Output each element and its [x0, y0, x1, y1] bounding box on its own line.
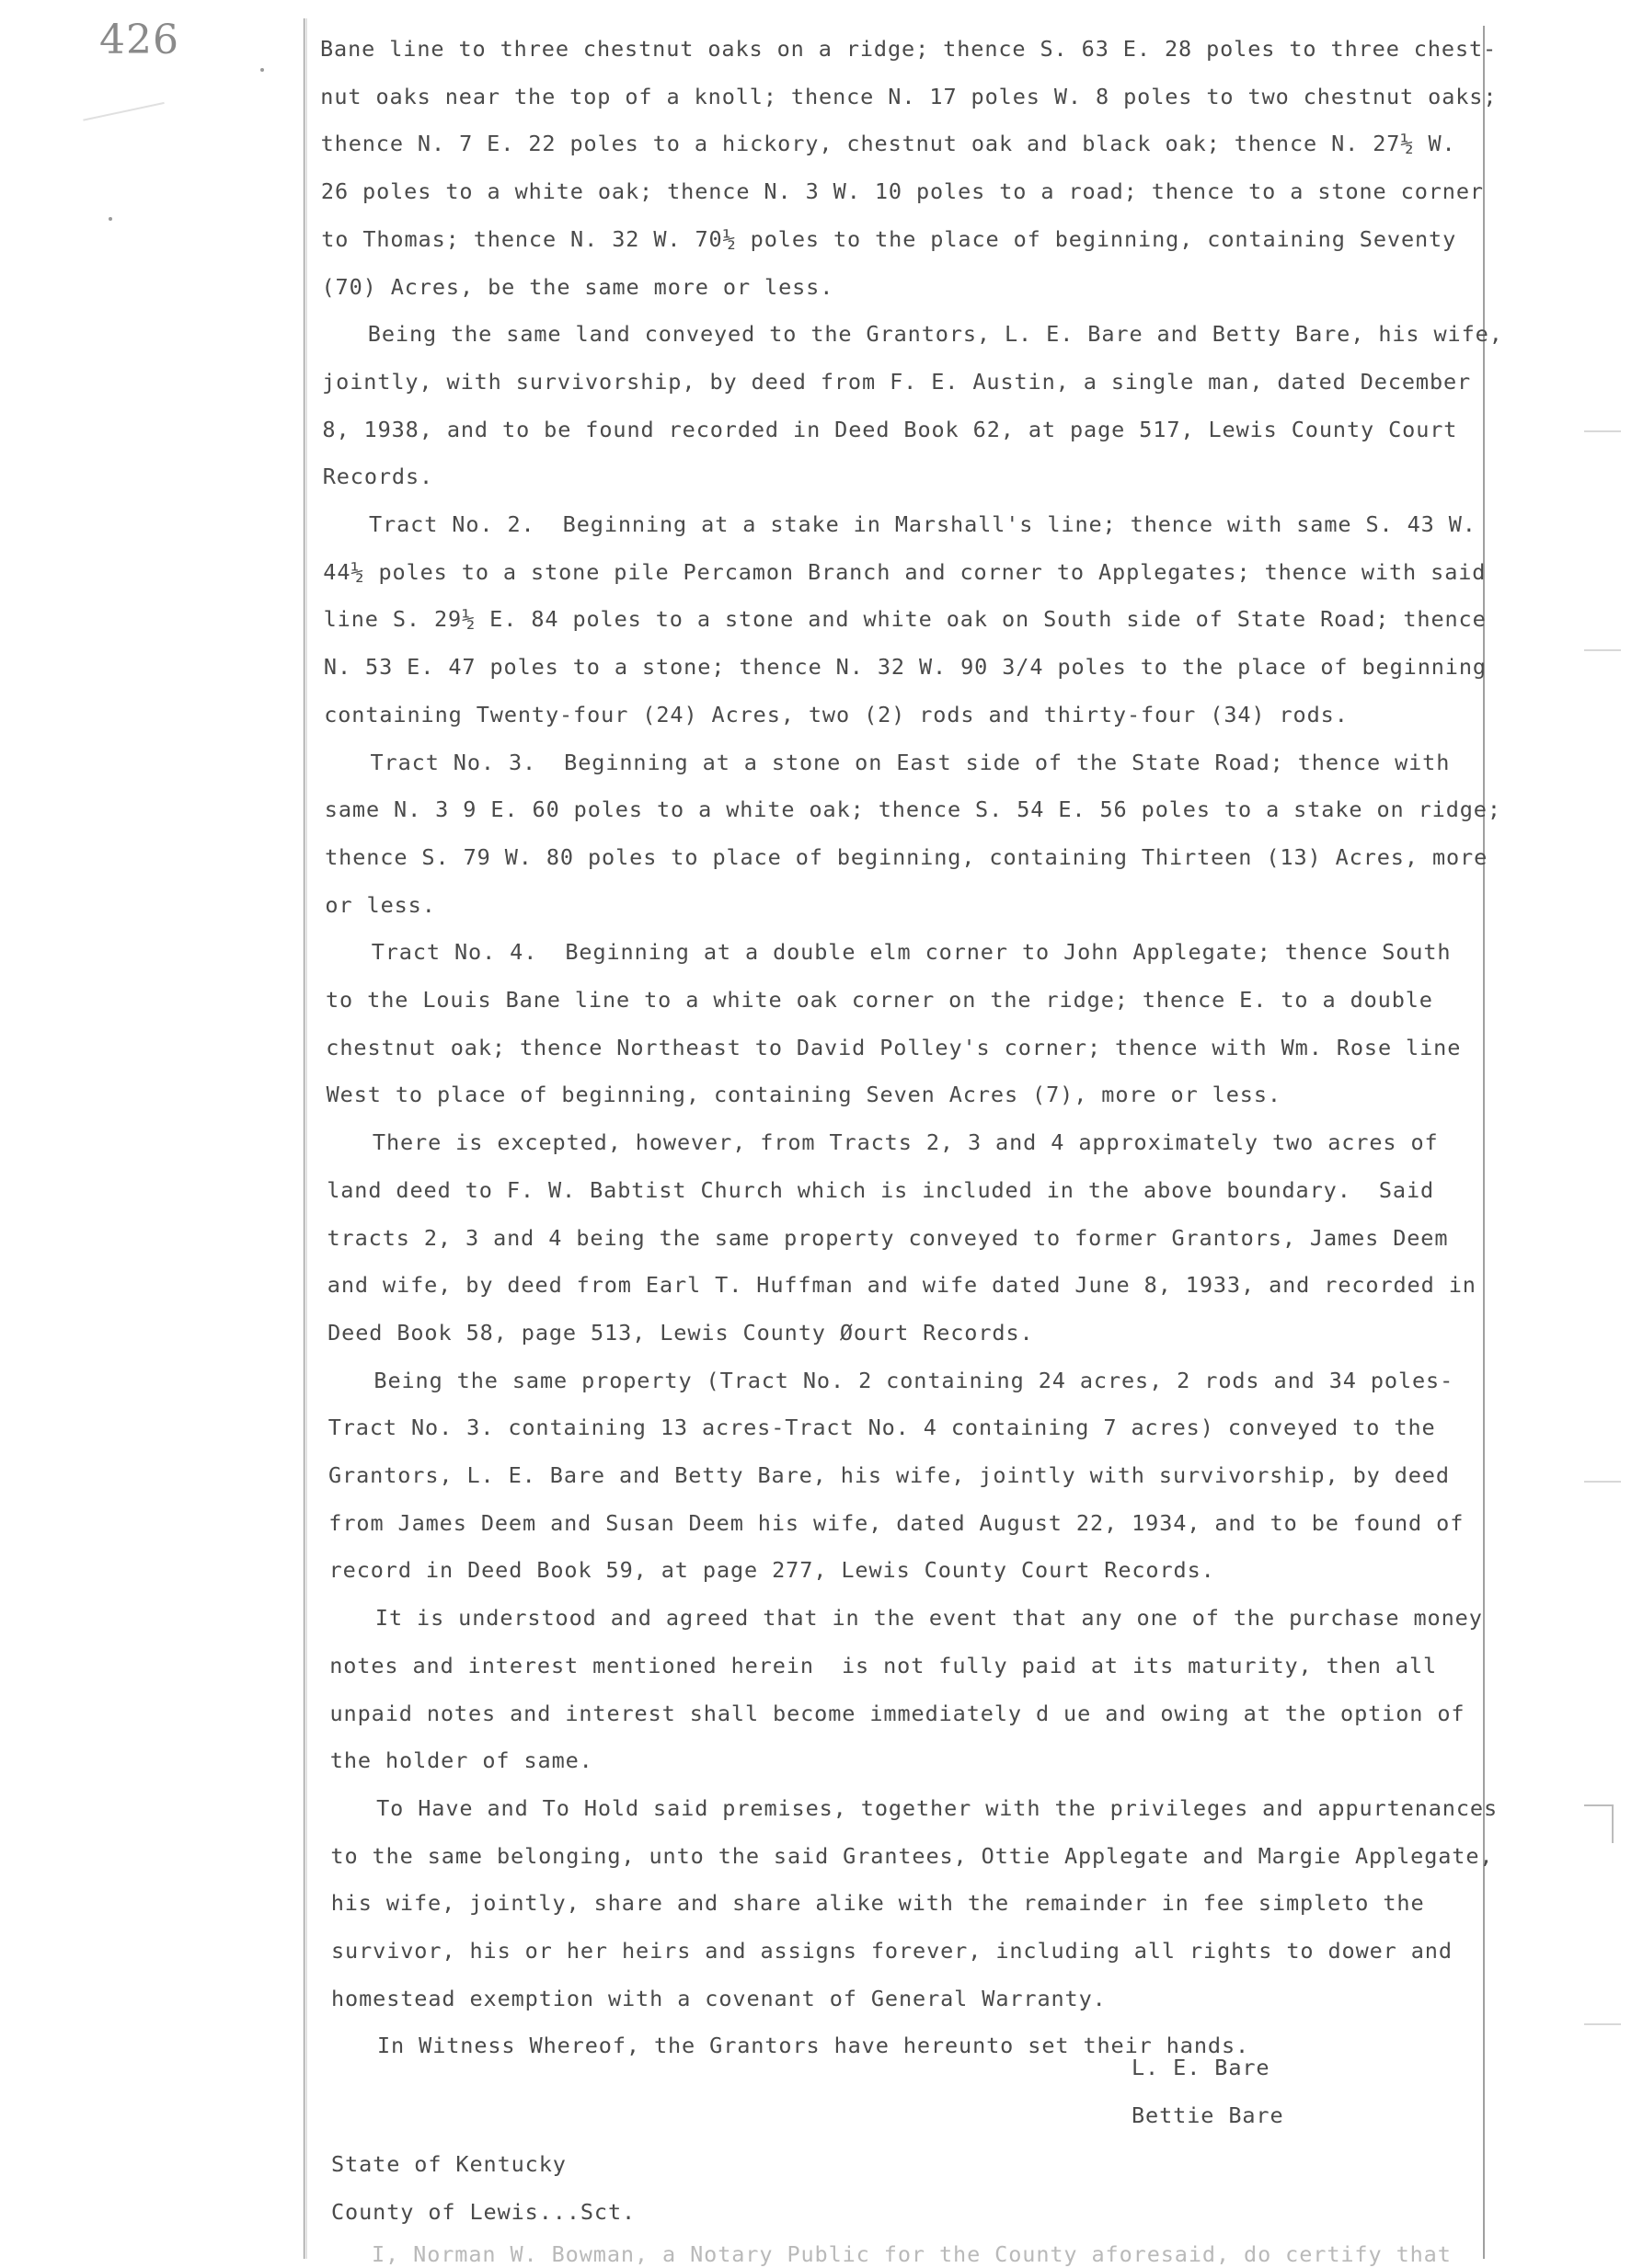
body-line: Tract No. 2. Beginning at a stake in Marshall's line; thence with same S. 43 W.: [369, 511, 1476, 537]
margin-smudge: [83, 102, 168, 143]
body-line: To Have and To Hold said premises, together with the privileges and appurtenances: [376, 1794, 1498, 1821]
body-line: thence N. 7 E. 22 poles to a hickory, chestnut oak and black oak; thence N. 27½ W.: [320, 131, 1456, 157]
margin-tick: [1584, 430, 1621, 432]
margin-tick: [1584, 649, 1621, 651]
body-line: homestead exemption with a covenant of General Warranty.: [331, 1985, 1107, 2011]
body-line: (70) Acres, be the same more or less.: [321, 273, 834, 300]
body-line: containing Twenty-four (24) Acres, two (2) rods and thirty-four (34) rods.: [324, 701, 1349, 727]
body-line: notes and interest mentioned herein is not fully paid at its maturity, then all: [329, 1652, 1438, 1678]
body-line: from James Deem and Susan Deem his wife, dated August 22, 1934, and to be found of: [328, 1509, 1465, 1536]
body-line: to the Louis Bane line to a white oak corner on the ridge; thence E. to a double: [326, 987, 1433, 1013]
margin-tick: [1584, 2023, 1621, 2025]
body-line: West to place of beginning, containing Seven Acres (7), more or less.: [326, 1082, 1281, 1108]
body-line: Records.: [322, 464, 434, 490]
right-margin-rule: [1483, 26, 1485, 2259]
margin-dot: [260, 68, 264, 72]
body-line: his wife, jointly, share and share alike with the remainder in fee simpleto the: [330, 1890, 1425, 1917]
body-line: N. 53 E. 47 poles to a stone; thence N. 32 W. 90 3/4 poles to the place of beginning: [323, 654, 1487, 681]
body-line: record in Deed Book 59, at page 277, Lewis County Court Records.: [328, 1557, 1215, 1584]
body-line: Being the same property (Tract No. 2 containing 24 acres, 2 rods and 34 poles-: [373, 1367, 1454, 1393]
body-line: 44½ poles to a stone pile Percamon Branch and corner to Applegates; thence with said: [323, 558, 1487, 585]
body-line: Tract No. 3. containing 13 acres-Tract No. 4 containing 7 acres) conveyed to the: [327, 1415, 1436, 1441]
body-line: Grantors, L. E. Bare and Betty Bare, his wife, jointly with survivorship, by deed: [328, 1462, 1450, 1488]
body-line: Being the same land conveyed to the Grantors, L. E. Bare and Betty Bare, his wife,: [367, 321, 1503, 348]
body-line: It is understood and agreed that in the event that any one of the purchase money: [374, 1605, 1483, 1632]
notary-certificate-line: I, Norman W. Bowman, a Notary Public for the County aforesaid, do certify that: [372, 2241, 1452, 2267]
venue-county: County of Lewis...Sct.: [331, 2199, 637, 2225]
body-line: Tract No. 3. Beginning at a stone on East side of the State Road; thence with: [370, 749, 1451, 775]
left-margin-rule: [304, 18, 307, 2259]
body-line: land deed to F. W. Babtist Church which is included in the above boundary. Said: [327, 1176, 1435, 1203]
body-line: thence S. 79 W. 80 poles to place of beginning, containing Thirteen (13) Acres, more: [325, 843, 1488, 870]
body-line: 8, 1938, and to be found recorded in Deed Book 62, at page 517, Lewis County Court: [322, 416, 1458, 442]
body-line: the holder of same.: [329, 1747, 593, 1774]
page-number: 426: [99, 17, 179, 63]
margin-dot: [109, 217, 112, 221]
body-line: nut oaks near the top of a knoll; thence N. 17 poles W. 8 poles to two chestnut oaks;: [320, 83, 1498, 109]
body-line: tracts 2, 3 and 4 being the same property conveyed to former Grantors, James Deem: [327, 1224, 1449, 1251]
body-line: jointly, with survivorship, by deed from F. E. Austin, a single man, dated December: [322, 368, 1472, 395]
venue-state: State of Kentucky: [331, 2151, 567, 2177]
margin-tick: [1584, 1481, 1621, 1483]
margin-bracket: [1584, 1804, 1614, 1843]
body-line: to the same belonging, unto the said Grantees, Ottie Applegate and Margie Applegate,: [330, 1842, 1494, 1869]
body-line: same N. 3 9 E. 60 poles to a white oak; thence S. 54 E. 56 poles to a stake on ridge;: [324, 796, 1501, 823]
grantor-signature-2: Bettie Bare: [1132, 2102, 1284, 2128]
body-line: Deed Book 58, page 513, Lewis County Øourt Records.: [327, 1319, 1034, 1346]
body-line: unpaid notes and interest shall become immediately d ue and owing at the option of: [329, 1700, 1465, 1726]
body-line: chestnut oak; thence Northeast to David Polley's corner; thence with Wm. Rose line: [326, 1034, 1462, 1060]
body-line: survivor, his or her heirs and assigns forever, including all rights to dower and: [331, 1938, 1453, 1964]
body-line: Bane line to three chestnut oaks on a ridge; thence S. 63 E. 28 poles to three chest-: [320, 36, 1498, 62]
body-line: or less.: [325, 891, 436, 918]
body-line: to Thomas; thence N. 32 W. 70½ poles to the place of beginning, containing Seventy: [321, 225, 1457, 252]
grantor-signature-1: L. E. Bare: [1132, 2055, 1270, 2080]
body-line: There is excepted, however, from Tracts 2, 3 and 4 approximately two acres of: [372, 1129, 1439, 1156]
body-line: Tract No. 4. Beginning at a double elm corner to John Applegate; thence South: [371, 939, 1452, 966]
body-line: 26 poles to a white oak; thence N. 3 W. 10 poles to a road; thence to a stone corner: [320, 178, 1484, 205]
body-line: and wife, by deed from Earl T. Huffman and wife dated June 8, 1933, and recorded in: [327, 1272, 1476, 1299]
body-line: line S. 29½ E. 84 poles to a stone and white oak on South side of State Road; thence: [323, 606, 1487, 633]
body-line: In Witness Whereof, the Grantors have hereunto set their hands.: [377, 2033, 1250, 2059]
